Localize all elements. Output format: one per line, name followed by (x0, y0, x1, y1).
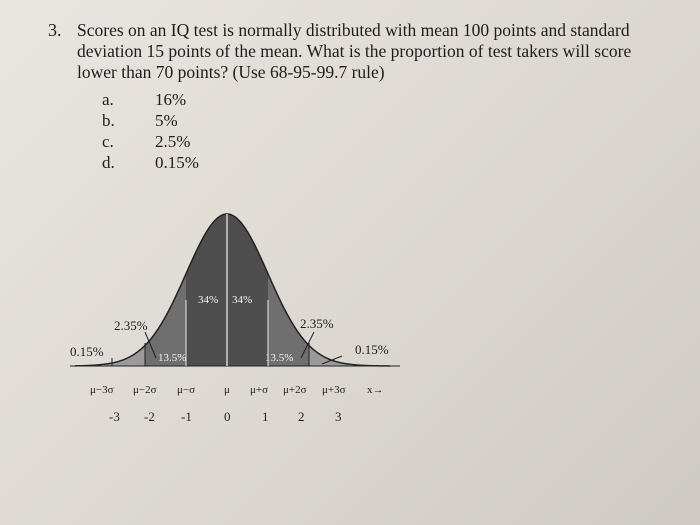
sigma-label: μ+σ (250, 384, 269, 396)
option-value: 2.5% (155, 132, 191, 151)
option-value: 5% (155, 111, 178, 130)
z-label: 0 (224, 409, 231, 424)
sigma-label: μ+2σ (283, 384, 307, 396)
sigma-label: μ (224, 384, 230, 396)
region-label-13-5-right: 13.5% (265, 352, 294, 364)
z-label: -2 (144, 409, 155, 424)
question-line: lower than 70 points? (Use 68-95-99.7 rule) (77, 62, 385, 82)
option-letter: b. (102, 111, 115, 130)
option-value: 0.15% (155, 153, 199, 172)
region-label-34-right: 34% (232, 294, 253, 306)
region-label-2-35-left: 2.35% (114, 318, 148, 333)
question-line: Scores on an IQ test is normally distributed with mean 100 points and standard (77, 20, 630, 40)
sigma-label: μ+3σ (322, 384, 346, 396)
region-label-0-15-right: 0.15% (355, 342, 389, 357)
x-arrow-label: x→ (367, 384, 384, 396)
option-letter: a. (102, 90, 114, 109)
z-label: 2 (298, 409, 305, 424)
option-value: 16% (155, 90, 187, 109)
z-label: 1 (262, 409, 269, 424)
question-number: 3. (48, 20, 62, 40)
sigma-label: μ−σ (177, 384, 196, 396)
z-label: -1 (181, 409, 192, 424)
option-letter: c. (102, 132, 114, 151)
question-line: deviation 15 points of the mean. What is the proportion of test takers will score (77, 41, 632, 61)
region-label-0-15-left: 0.15% (70, 344, 104, 359)
region-label-2-35-right: 2.35% (300, 316, 334, 331)
option-letter: d. (102, 153, 115, 172)
sigma-label: μ−2σ (133, 384, 157, 396)
region-label-34-left: 34% (198, 294, 219, 306)
z-label: -3 (109, 409, 120, 424)
z-label: 3 (335, 409, 342, 424)
sigma-label: μ−3σ (90, 384, 114, 396)
region-label-13-5-left: 13.5% (158, 352, 187, 364)
